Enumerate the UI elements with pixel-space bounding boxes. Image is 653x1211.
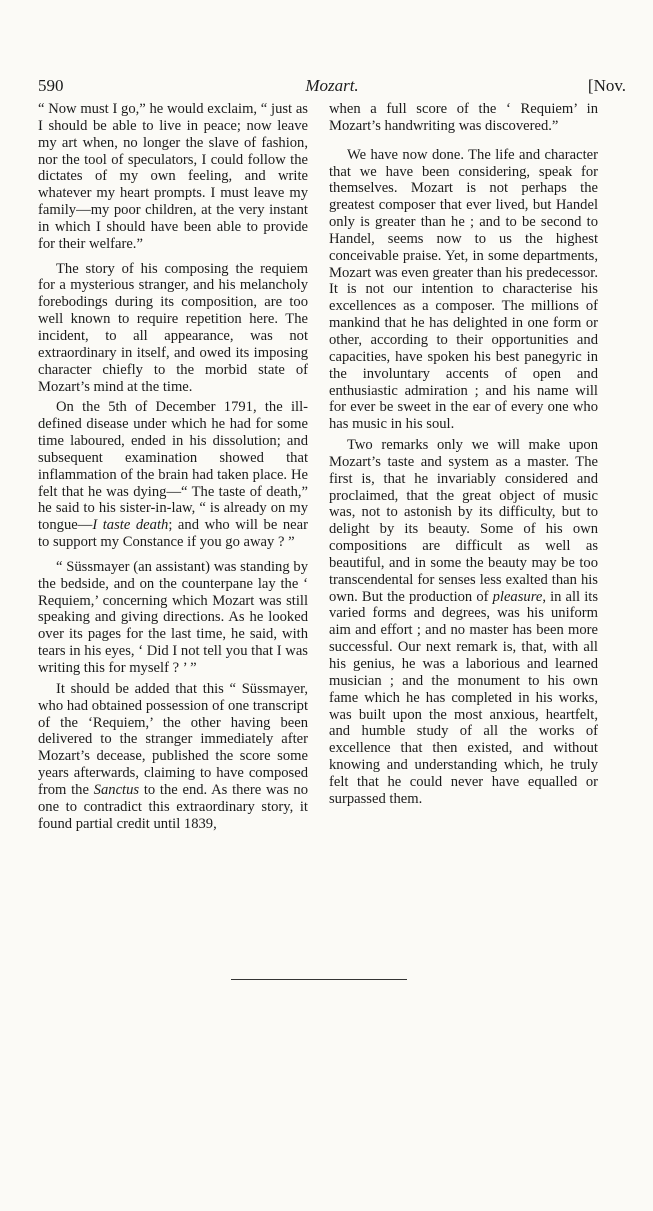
text-run: to the end. As there was no one to contradict this extraordinary story, it found partial credit until 1839, [38,781,308,832]
paragraph-continuation: when a full score of the ‘ Requiem’ in Mozart’s handwriting was discovered.” [329,101,598,134]
italic-word: Sanctus [93,781,140,798]
text-run: ; and who will be near to support my Constance if you go away ? ” [38,517,308,551]
left-column [38,101,308,832]
text-run: Two remarks only we will make upon Mozart’s taste and system as a master. The first is, that he invariably considered and proclaimed, that the great object of music was, not to astonish by its difficulty, but to delight by its beauty. Some of his own compositions are difficult as well as beautiful, and in some the beauty may be too transcendental for senses less exalted than his own. But the production of [329,437,598,605]
paragraph-mozart-quote: “ Now must I go,” he would exclaim, “ just as I should be able to live in peace; now leave my art when, no longer the slave of fashion, nor the tool of speculators, I could follow the dictates of my own feeling, and write whatever my heart prompts. I must leave my family—my poor children, at the very instant in which I should have been able to provide for their welfare.” [38,101,308,252]
end-rule [231,979,407,980]
italic-word: pleasure [492,588,543,605]
right-column [329,101,598,808]
page-number: 590 [38,76,64,95]
paragraph-sussmayer-note [38,681,308,833]
italic-phrase: I taste death [92,517,169,534]
paragraph-sussmayer-quote: “ Süssmayer (an assistant) was standing by the bedside, and on the counterpane lay the ‘ Requiem,’ concerning which Mozart was still speaking and giving directions. As he looked over its pages for the last time, he said, with tears in his eyes, ‘ Did I not tell you that I was writing this for myself ? ’ ” [38,558,308,676]
issue-month: [Nov. [587,76,626,95]
text-run: It should be added that this “ Süssmayer, who had obtained possession of one transcript of the ‘Requiem,’ the other having been delivered to the stranger immediately after Mozart’s decease, published the score some years afterwards, claiming to have composed from the [38,680,308,798]
paragraph-requiem-story: The story of his composing the requiem for a mysterious stranger, and his melancholy forebodings during its composition, are too well known to require repetition here. The incident, to all appearance, was not extraordinary in itself, and owed its imposing character chiefly to the morbid state of Mozart’s mind at the time. [38,260,308,395]
paragraph-two-remarks [329,437,598,808]
text-run: On the 5th of December 1791, the ill-defined disease under which he had for some time laboured, ended in his dissolution; and subsequent examination showed that inflammation of the brain had taken place. He felt that he was dying—“ The taste of death,” he said to his sister-in-law, “ is already on my tongue— [38,399,308,534]
running-title: Mozart. [305,76,359,95]
paragraph-death [38,399,308,551]
running-header [38,76,626,98]
paragraph-conclusion: We have now done. The life and character that we have been considering, speak for themselves. Mozart is not perhaps the greatest composer that ever lived, but Handel only is greater than he ; and to be second to Handel, seems now to us the highest conceivable praise. Yet, in some departments, Mozart was even greater than his predecessor. It is not our intention to characterise his excellences as a composer. The millions of mankind that he has delighted in one form or other, according to their opportunities and capacities, have spoken his best panegyric in the involuntary accents of open and enthusiastic admiration ; and his name will for ever be sweet in the ear of every one who has music in his soul. [329,146,598,433]
text-run: , in all its varied forms and degrees, was his uniform aim and effort ; and no master has been more successful. Our next remark is, that, with all his genius, he was a laborious and learned musician ; and the monument to his own fame which he has completed in his works, was built upon the most anxious, heartfelt, and humble study of all the works of excellence that then existed, and without knowing and understanding which, he truly felt that he could never have equalled or surpassed them. [329,588,598,807]
